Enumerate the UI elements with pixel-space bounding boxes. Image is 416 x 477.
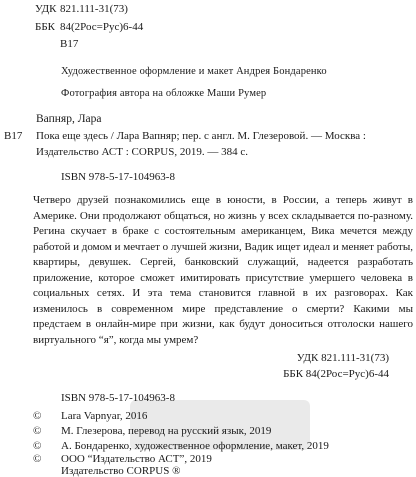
author-mark: В17 [60, 38, 79, 50]
copyright-symbol: © [33, 425, 42, 437]
footer-udk: УДК 821.111-31(73) [296, 352, 389, 364]
copyright-symbol: © [33, 410, 42, 422]
catalog-description-line2: Издательство АСТ : CORPUS, 2019. — 384 с. [36, 146, 248, 158]
catalog-author: Вапняр, Лара [36, 113, 102, 125]
catalog-isbn: ISBN 978-5-17-104963-8 [61, 171, 175, 183]
catalog-code: В17 [4, 130, 23, 142]
bbk-label: ББК [35, 21, 55, 33]
copyright-symbol: © [33, 440, 42, 452]
bbk-value: 84(2Рос=Рус)6-44 [60, 21, 144, 33]
copyright-text: М. Глезерова, перевод на русский язык, 2019 [61, 425, 272, 437]
design-credit: Художественное оформление и макет Андрея Бондаренко [61, 66, 327, 77]
copyright-text: Lara Vapnyar, 2016 [61, 410, 148, 422]
udk-label: УДК [35, 3, 57, 15]
catalog-description-line1: Пока еще здесь / Лара Вапняр; пер. с англ. М. Глезеровой. — Москва : [36, 130, 366, 142]
photo-credit: Фотография автора на обложке Маши Румер [61, 88, 267, 99]
footer-bbk: ББК 84(2Рос=Рус)6-44 [283, 368, 389, 380]
annotation: Четверо друзей познакомились еще в юности, в России, а теперь живут в Америке. Они продолжают общаться, но жизнь у всех складывается по-разному. Регина скучает в браке с состоятельным американцем, Вика мечется между работой и домом и мечтает о лучшей жизни, Вадик ищет идеал и меняет работы, квартиры, девушек. Сергей, банковский служащий, надеется разработать приложение, которое сможет имитировать присутствие умершего человека в социальных сетях. И эта тема становится главной в их разговорах. Как изменилось в современном мире представление о смерти? Какими мы предстаем в онлайн-мире при жизни, как будут доноситься отголоски нашего виртуального “я”, когда мы умрем? [33, 194, 413, 346]
copyright-text: А. Бондаренко, художественное оформление, макет, 2019 [61, 440, 329, 452]
udk-value: 821.111-31(73) [60, 3, 128, 15]
copyright-text: Издательство CORPUS ® [61, 465, 181, 477]
isbn-bottom: ISBN 978-5-17-104963-8 [61, 392, 175, 404]
copyright-text: ООО “Издательство АСТ”, 2019 [61, 453, 212, 465]
copyright-symbol: © [33, 453, 42, 465]
